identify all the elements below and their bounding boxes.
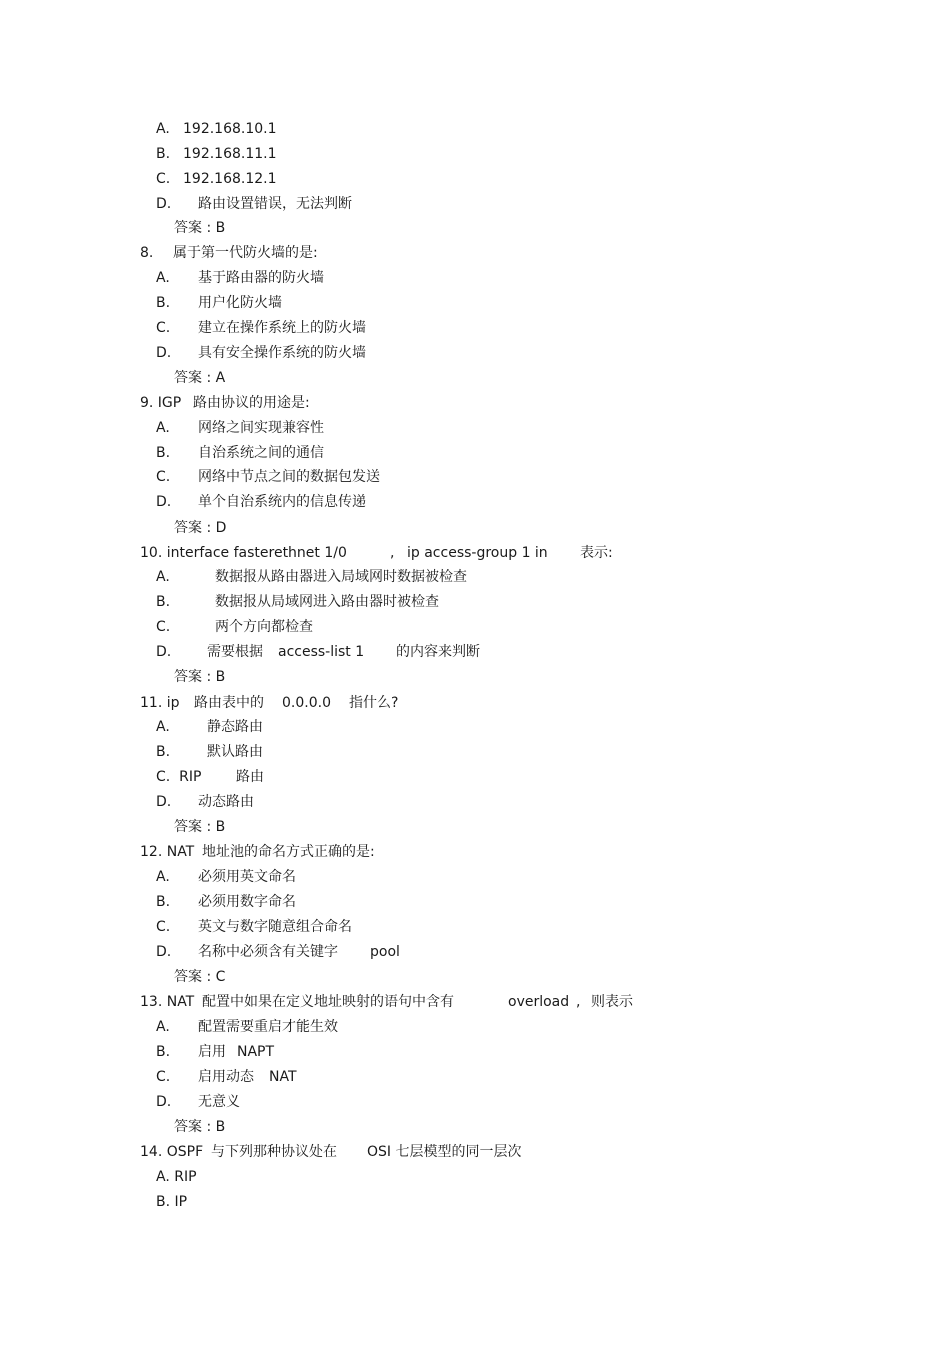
- option-line: B. 自治系统之间的通信: [156, 445, 324, 461]
- option-line: A. RIP: [156, 1169, 197, 1185]
- option-line: A. 192.168.10.1: [156, 121, 277, 137]
- option-line: C. 英文与数字随意组合命名: [156, 919, 352, 935]
- question-line: 13. NAT 配置中如果在定义地址映射的语句中含有 overload , 则表示: [140, 994, 633, 1010]
- option-line: B. 必须用数字命名: [156, 894, 296, 910]
- option-line: A. 配置需要重启才能生效: [156, 1019, 338, 1035]
- question-line: 10. interface fasterethnet 1/0 , ip access-group 1 in 表示:: [140, 545, 613, 561]
- option-line: C. 启用动态 NAT: [156, 1069, 297, 1085]
- option-line: D. 需要根据 access-list 1 的内容来判断: [156, 644, 480, 660]
- answer-line: 答案 : D: [174, 520, 227, 536]
- option-line: A. 必须用英文命名: [156, 869, 296, 885]
- option-line: C. 两个方向都检查: [156, 619, 313, 635]
- option-line: B. 启用 NAPT: [156, 1044, 275, 1060]
- question-line: 11. ip 路由表中的 0.0.0.0 指什么?: [140, 695, 399, 711]
- option-line: B. 用户化防火墙: [156, 295, 282, 311]
- question-line: 14. OSPF 与下列那种协议处在 OSI 七层模型的同一层次: [140, 1144, 522, 1160]
- option-line: A. 基于路由器的防火墙: [156, 270, 324, 286]
- option-line: D. 无意义: [156, 1094, 240, 1110]
- option-line: A. 网络之间实现兼容性: [156, 420, 324, 436]
- option-line: D. 单个自治系统内的信息传递: [156, 494, 366, 510]
- option-line: D. 具有安全操作系统的防火墙: [156, 345, 366, 361]
- answer-line: 答案 : B: [174, 819, 226, 835]
- answer-line: 答案 : B: [174, 669, 226, 685]
- option-line: C. 建立在操作系统上的防火墙: [156, 320, 366, 336]
- answer-line: 答案 : A: [174, 370, 226, 386]
- option-line: C. 网络中节点之间的数据包发送: [156, 469, 380, 485]
- question-line: 8. 属于第一代防火墙的是:: [140, 245, 318, 261]
- option-line: C. RIP 路由: [156, 769, 264, 785]
- answer-line: 答案 : B: [174, 220, 226, 236]
- option-line: D. 路由设置错误，无法判断: [156, 196, 352, 212]
- option-line: A. 静态路由: [156, 719, 263, 735]
- option-line: B. 默认路由: [156, 744, 263, 760]
- option-line: B. 数据报从局域网进入路由器时被检查: [156, 594, 439, 610]
- question-line: 9. IGP 路由协议的用途是:: [140, 395, 310, 411]
- question-line: 12. NAT 地址池的命名方式正确的是:: [140, 844, 375, 860]
- answer-line: 答案 : B: [174, 1119, 226, 1135]
- option-line: C. 192.168.12.1: [156, 171, 277, 187]
- option-line: D. 名称中必须含有关键字 pool: [156, 944, 400, 960]
- option-line: A. 数据报从路由器进入局域网时数据被检查: [156, 569, 467, 585]
- option-line: B. 192.168.11.1: [156, 146, 277, 162]
- option-line: D. 动态路由: [156, 794, 254, 810]
- option-line: B. IP: [156, 1194, 188, 1210]
- answer-line: 答案 : C: [174, 969, 226, 985]
